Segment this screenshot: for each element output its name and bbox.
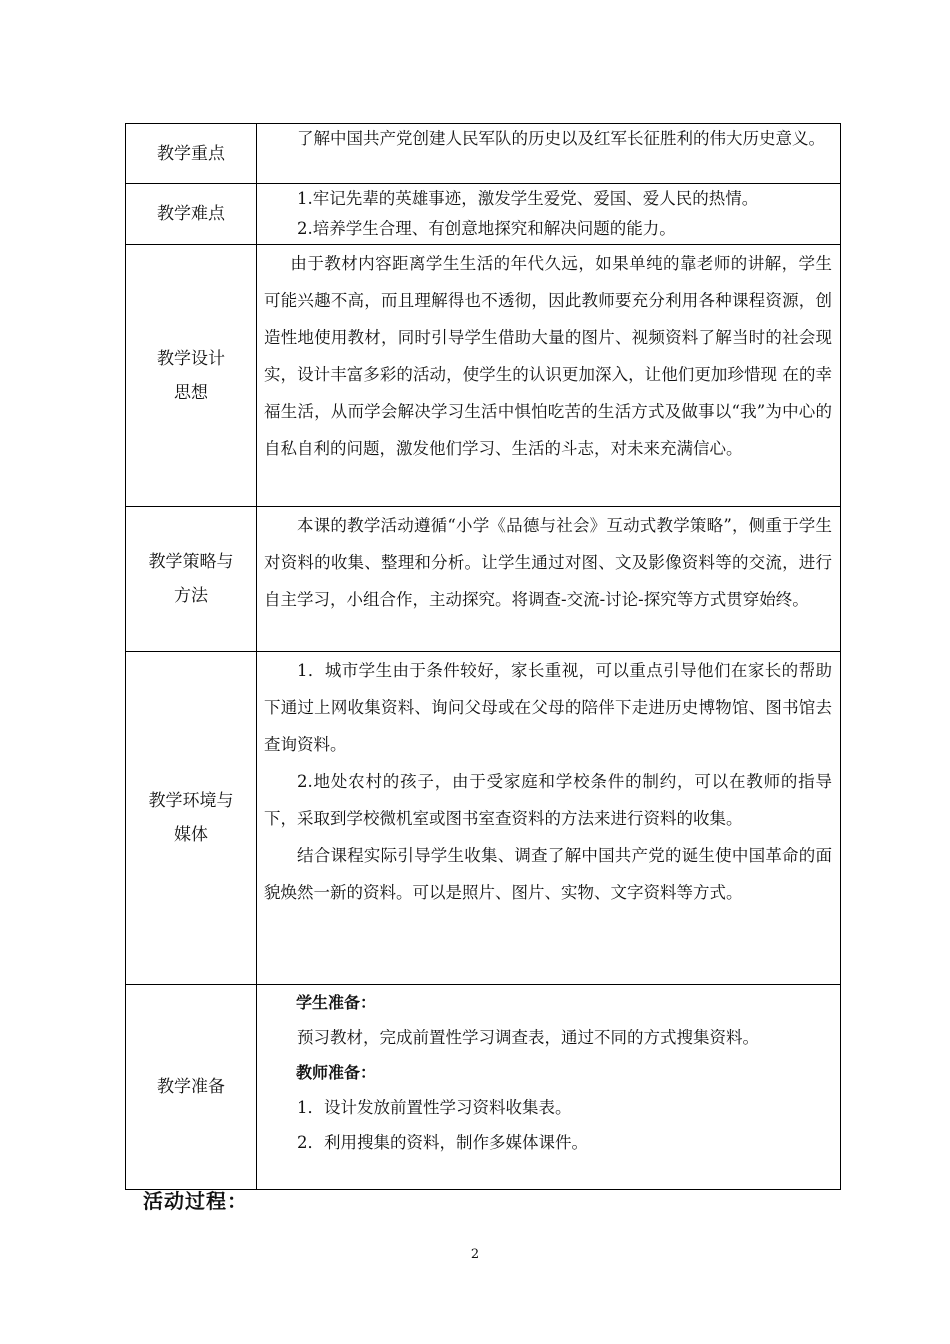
row-content-key-points — [257, 124, 841, 184]
row-content-difficulties — [257, 184, 841, 245]
table-row — [126, 507, 841, 652]
paragraph: 结合课程实际引导学生收集、调查了解中国共产党的诞生使中国革命的面貌焕然一新的资料。可以是照片、图片、实物、文字资料等方式。 — [264, 846, 832, 902]
row-content-strategy — [257, 507, 841, 652]
paragraph: 了解中国共产党创建人民军队的历史以及红军长征胜利的伟大历史意义。 — [297, 129, 825, 148]
student-prep-text: 预习教材，完成前置性学习调查表，通过不同的方式搜集资料。 — [297, 1028, 759, 1047]
activity-process-heading: 活动过程： — [143, 1189, 248, 1213]
label-line: 教学环境与 — [148, 791, 234, 811]
row-label-environment — [126, 652, 257, 985]
lesson-plan-table — [125, 123, 841, 1190]
table-row — [126, 985, 841, 1190]
paragraph: 1.牢记先辈的英雄事迹，激发学生爱党、爱国、爱人民的热情。 — [297, 189, 759, 208]
row-label-preparation: 教学准备 — [126, 985, 257, 1190]
student-prep-title: 学生准备： — [296, 993, 377, 1012]
table-row — [126, 652, 841, 985]
row-content-design-idea — [257, 245, 841, 507]
row-content-preparation — [257, 985, 841, 1190]
label-line: 思想 — [174, 382, 208, 403]
table-row — [126, 124, 841, 184]
table-row — [126, 245, 841, 507]
paragraph: 本课的教学活动遵循“小学《品德与社会》互动式教学策略”，侧重于学生对资料的收集、整理和分析。让学生通过对图、文及影像资料等的交流，进行自主学习，小组合作，主动探究。将调查-交流-讨论-探究等方式贯穿始终。 — [264, 516, 832, 609]
label-line: 教学策略与 — [148, 552, 234, 572]
row-label-strategy — [126, 507, 257, 652]
paragraph: 2.培养学生合理、有创意地探究和解决问题的能力。 — [297, 219, 676, 238]
teacher-prep-item: 1．设计发放前置性学习资料收集表。 — [297, 1098, 572, 1117]
label-line: 教学设计 — [157, 348, 225, 369]
teacher-prep-item: 2．利用搜集的资料，制作多媒体课件。 — [297, 1133, 588, 1152]
paragraph: 1．城市学生由于条件较好，家长重视，可以重点引导他们在家长的帮助下通过上网收集资料、询问父母或在父母的陪伴下走进历史博物馆、图书馆去查询资料。 — [264, 661, 832, 754]
paragraph: 由于教材内容距离学生生活的年代久远，如果单纯的靠老师的讲解，学生可能兴趣不高，而且理解得也不透彻，因此教师要充分利用各种课程资源，创造性地使用教材，同时引导学生借助大量的图片、视频资料了解当时的社会现实，设计丰富多彩的活动，使学生的认识更加深入，让他们更加珍惜现 在的幸福生活，从而学会解决学习生活中惧怕吃苦的生活方式及做事以“我”为中心的自私自利的问题，激发他们学习、生活的斗志，对未来充满信心。 — [264, 254, 832, 458]
row-label-design-idea — [126, 245, 257, 507]
page-number: 2 — [470, 1247, 480, 1262]
label-line: 媒体 — [174, 825, 208, 845]
row-label-difficulties: 教学难点 — [126, 184, 257, 245]
table-row — [126, 184, 841, 245]
paragraph: 2.地处农村的孩子，由于受家庭和学校条件的制约，可以在教师的指导下，采取到学校微机室或图书室查资料的方法来进行资料的收集。 — [264, 772, 832, 828]
label-line: 方法 — [174, 586, 208, 606]
row-label-key-points: 教学重点 — [126, 124, 257, 184]
teacher-prep-title: 教师准备： — [296, 1063, 377, 1082]
row-content-environment — [257, 652, 841, 985]
